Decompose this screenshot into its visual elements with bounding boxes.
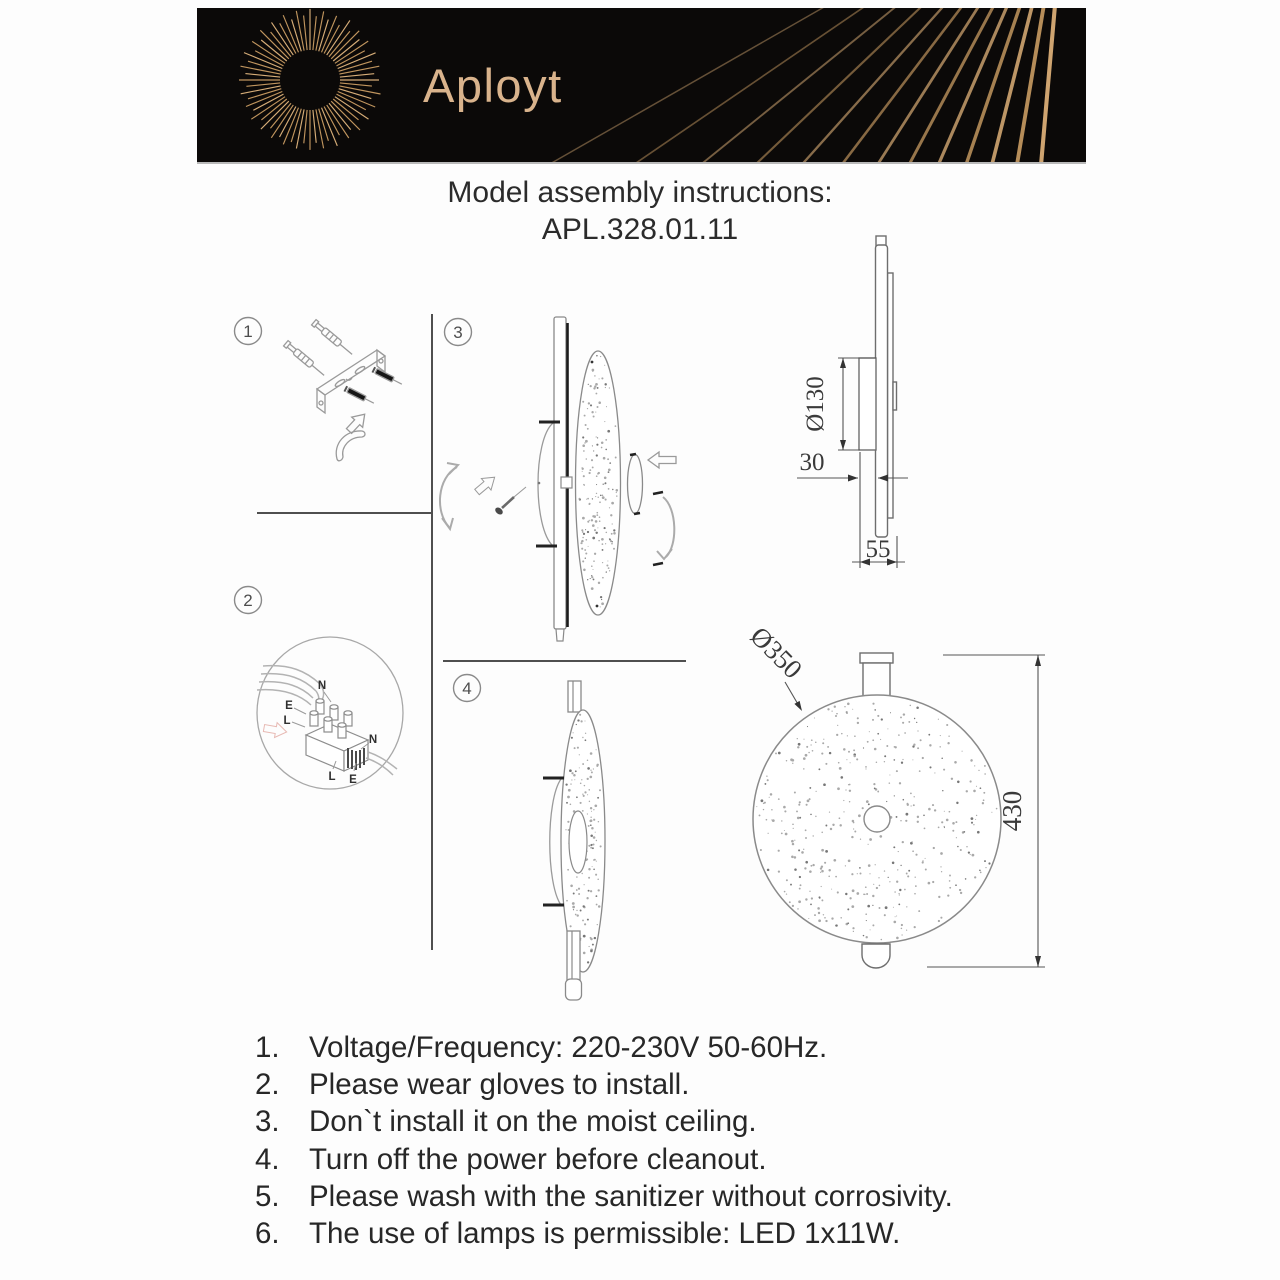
instruction-item [255, 1178, 953, 1215]
instruction-text: Don`t install it on the moist ceiling. [309, 1105, 757, 1139]
wire-label-e-bottom: E [349, 774, 357, 786]
hinge-block [561, 477, 572, 488]
side-view-drawing [859, 236, 897, 537]
dimension-wall-offset: 30 [799, 449, 825, 476]
page-title: Model assembly instructions: [447, 176, 833, 209]
step-2-wiring-drawing [257, 637, 403, 789]
rotate-arrow-icon [440, 463, 458, 529]
dimension-total-height: 430 [997, 790, 1027, 832]
step-4-assembled-drawing [543, 681, 605, 1000]
screw-icon [344, 386, 375, 406]
wire-label-l-bottom: L [328, 771, 336, 783]
step-3-number: 3 [453, 323, 463, 342]
wall-anchor-icon [312, 320, 355, 358]
instruction-number: 5. [255, 1179, 280, 1213]
instruction-number: 4. [255, 1142, 280, 1176]
dimension-total-depth: 55 [865, 536, 891, 563]
direction-arrow-icon [344, 409, 371, 436]
instruction-text: Voltage/Frequency: 220-230V 50-60Hz. [309, 1031, 828, 1064]
instruction-item [255, 1066, 953, 1103]
output-wires [366, 752, 397, 775]
instruction-item [255, 1141, 953, 1178]
rotate-arrow-icon [653, 492, 674, 565]
instruction-text: Please wash with the sanitizer without corrosivity. [309, 1179, 953, 1213]
front-view-drawing [753, 653, 1001, 968]
screw-icon [494, 487, 526, 516]
center-opening [569, 811, 587, 873]
model-number: APL.328.01.11 [541, 213, 739, 246]
step-1-number: 1 [243, 322, 253, 341]
retaining-ring [628, 455, 643, 514]
instruction-number: 6. [255, 1217, 280, 1251]
direction-arrow-icon [472, 471, 499, 497]
instruction-item [255, 1029, 953, 1066]
wire-label-l-left: L [283, 715, 291, 727]
wire-label-n-right: N [368, 734, 378, 746]
panel-divider-lines [257, 314, 686, 950]
dimension-driver-diameter: Ø130 [802, 376, 829, 432]
instruction-list [255, 1029, 953, 1252]
step-badges [235, 318, 481, 702]
instruction-item [255, 1215, 953, 1252]
instruction-item [255, 1103, 953, 1140]
instruction-number: 3. [255, 1105, 280, 1139]
brand-name: Aployt [423, 58, 563, 112]
instruction-text: Please wear gloves to install. [309, 1068, 690, 1102]
step-2-number: 2 [243, 591, 253, 610]
step-1-bracket-drawing [284, 320, 404, 461]
wire-label-e-left: E [285, 700, 293, 712]
terminal-block [306, 699, 368, 771]
push-arrow-icon [648, 452, 676, 468]
dimension-shade-diameter: Ø350 [744, 620, 809, 685]
screw-icon [372, 367, 403, 387]
step-3-mounting-drawing [440, 317, 676, 641]
instruction-text: The use of lamps is permissible: LED 1x11W. [309, 1217, 901, 1251]
step-4-number: 4 [462, 679, 472, 698]
instruction-number: 2. [255, 1068, 280, 1102]
clip-part [336, 431, 365, 461]
wire-label-n-top: N [317, 680, 327, 692]
instruction-text: Turn off the power before cleanout. [309, 1142, 767, 1176]
instruction-number: 1. [255, 1031, 280, 1064]
wall-anchor-icon [284, 341, 327, 379]
